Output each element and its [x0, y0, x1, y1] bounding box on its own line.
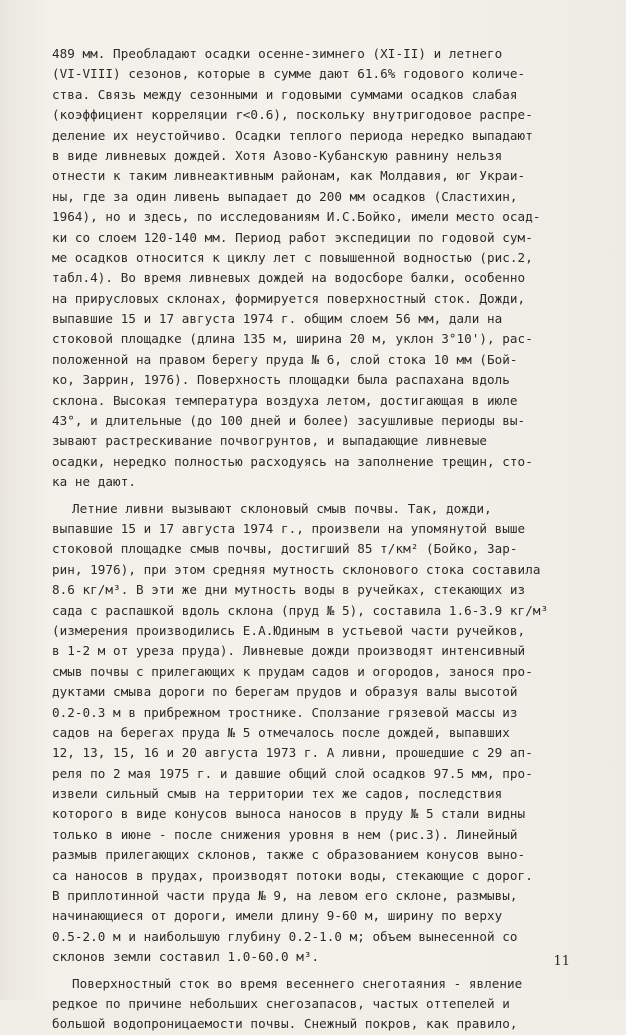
- text-line: зывают растрескивание почвогрунтов, и выпадающие ливневые: [52, 433, 488, 449]
- text-line: (VI-VIII) сезонов, которые в сумме дают 61.6% годового количе-: [52, 66, 526, 82]
- paragraph-2: [52, 499, 590, 968]
- text-line: размыв прилегающих склонов, также с образованием конусов выно-: [52, 847, 526, 863]
- text-line: выпавшие 15 и 17 августа 1974 г. общим слоем 56 мм, дали на: [52, 311, 503, 327]
- body-text: [52, 44, 590, 1035]
- paragraph-1: [52, 44, 590, 493]
- text-line: (измерения производились Е.А.Юдиным в устьевой части ручейков,: [52, 622, 526, 638]
- text-line: садов на берегах пруда № 5 отмечалось после дождей, выпавших: [52, 724, 510, 740]
- text-line: (коэффициент корреляции r<0.6), поскольку внутригодовое распре-: [52, 107, 533, 123]
- text-line: на прирусловых склонах, формируется поверхностный сток. Дожди,: [52, 290, 526, 306]
- text-line: сада с распашкой вдоль склона (пруд № 5), составила 1.6-3.9 кг/м³: [52, 602, 549, 618]
- text-line: 489 мм. Преобладают осадки осенне-зимнего (XI-II) и летнего: [52, 46, 503, 61]
- text-line: отнести к таким ливнеактивным районам, как Молдавия, юг Украи-: [52, 168, 526, 184]
- text-line: ме осадков относится к циклу лет с повышенной водностью (рис.2,: [52, 249, 533, 265]
- text-line: стоковой площадке смыв почвы, достигший 85 т/км² (Бойко, Зар-: [52, 541, 518, 557]
- text-line: ны, где за один ливень выпадает до 200 мм осадков (Сластихин,: [52, 188, 518, 204]
- text-line: дуктами смыва дороги по берегам прудов и образуя валы высотой: [52, 684, 518, 700]
- page-number: 11: [553, 954, 570, 969]
- text-line: деление их неустойчиво. Осадки теплого периода нередко выпадают: [52, 127, 533, 143]
- text-line: В приплотинной части пруда № 9, на левом его склоне, размывы,: [52, 888, 518, 904]
- text-line: 1964), но и здесь, по исследованиям И.С.Бойко, имели место осад-: [52, 209, 541, 225]
- text-line: начинающиеся от дороги, имели длину 9-60 м, ширину по верху: [52, 908, 503, 924]
- text-line: Летние ливни вызывают склоновый смыв почвы. Так, дожди,: [72, 500, 492, 516]
- text-line: ко, Заррин, 1976). Поверхность площадки была распахана вдоль: [52, 372, 510, 388]
- text-line: склона. Высокая температура воздуха летом, достигающая в июле: [52, 392, 518, 408]
- text-line: извели сильный смыв на территории тех же садов, последствия: [52, 786, 503, 802]
- text-line: выпавшие 15 и 17 августа 1974 г., произвели на упомянутой выше: [52, 520, 526, 536]
- text-line: осадки, нередко полностью расходуясь на заполнение трещин, сто-: [52, 453, 533, 469]
- text-line: большой водопроницаемости почвы. Снежный покров, как правило,: [52, 1016, 518, 1032]
- text-line: Поверхностный сток во время весеннего снеготаяния - явление: [72, 975, 523, 991]
- text-line: 0.2-0.3 м в прибрежном тростнике. Сползание грязевой массы из: [52, 704, 518, 720]
- text-line: смыв почвы с прилегающих к прудам садов и огородов, занося про-: [52, 663, 533, 679]
- text-line: 0.5-2.0 м и наибольшую глубину 0.2-1.0 м; объем вынесенной со: [52, 928, 518, 944]
- text-line: стоковой площадке (длина 135 м, ширина 20 м, уклон 3°10'), рас-: [52, 331, 533, 347]
- text-line: в 1-2 м от уреза пруда). Ливневые дожди производят интенсивный: [52, 643, 526, 659]
- text-line: склонов земли составил 1.0-60.0 м³.: [52, 949, 320, 965]
- text-line: ства. Связь между сезонными и годовыми суммами осадков слабая: [52, 86, 518, 102]
- text-line: табл.4). Во время ливневых дождей на водосборе балки, особенно: [52, 270, 526, 286]
- text-line: рин, 1976), при этом средняя мутность склонового стока составила: [52, 561, 541, 577]
- text-line: 43°, и длительные (до 100 дней и более) засушливые периоды вы-: [52, 413, 526, 429]
- text-line: ки со слоем 120-140 мм. Период работ экспедиции по годовой сум-: [52, 229, 533, 245]
- text-line: только в июне - после снижения уровня в нем (рис.3). Линейный: [52, 826, 518, 842]
- text-line: 12, 13, 15, 16 и 20 августа 1973 г. А ливни, прошедшие с 29 ап-: [52, 745, 533, 761]
- paragraph-3: [52, 974, 590, 1035]
- text-line: са наносов в прудах, производят потоки воды, стекающие с дорог.: [52, 867, 533, 883]
- text-line: реля по 2 мая 1975 г. и давшие общий слой осадков 97.5 мм, про-: [52, 765, 533, 781]
- text-line: ка не дают.: [52, 474, 136, 490]
- text-line: которого в виде конусов выноса наносов в пруду № 5 стали видны: [52, 806, 526, 822]
- text-line: в виде ливневых дождей. Хотя Азово-Кубанскую равнину нельзя: [52, 147, 503, 163]
- text-line: положенной на правом берегу пруда № 6, слой стока 10 мм (Бой-: [52, 351, 518, 367]
- text-line: 8.6 кг/м³. В эти же дни мутность воды в ручейках, стекающих из: [52, 582, 526, 598]
- text-line: редкое по причине небольших снегозапасов, частых оттепелей и: [52, 995, 510, 1011]
